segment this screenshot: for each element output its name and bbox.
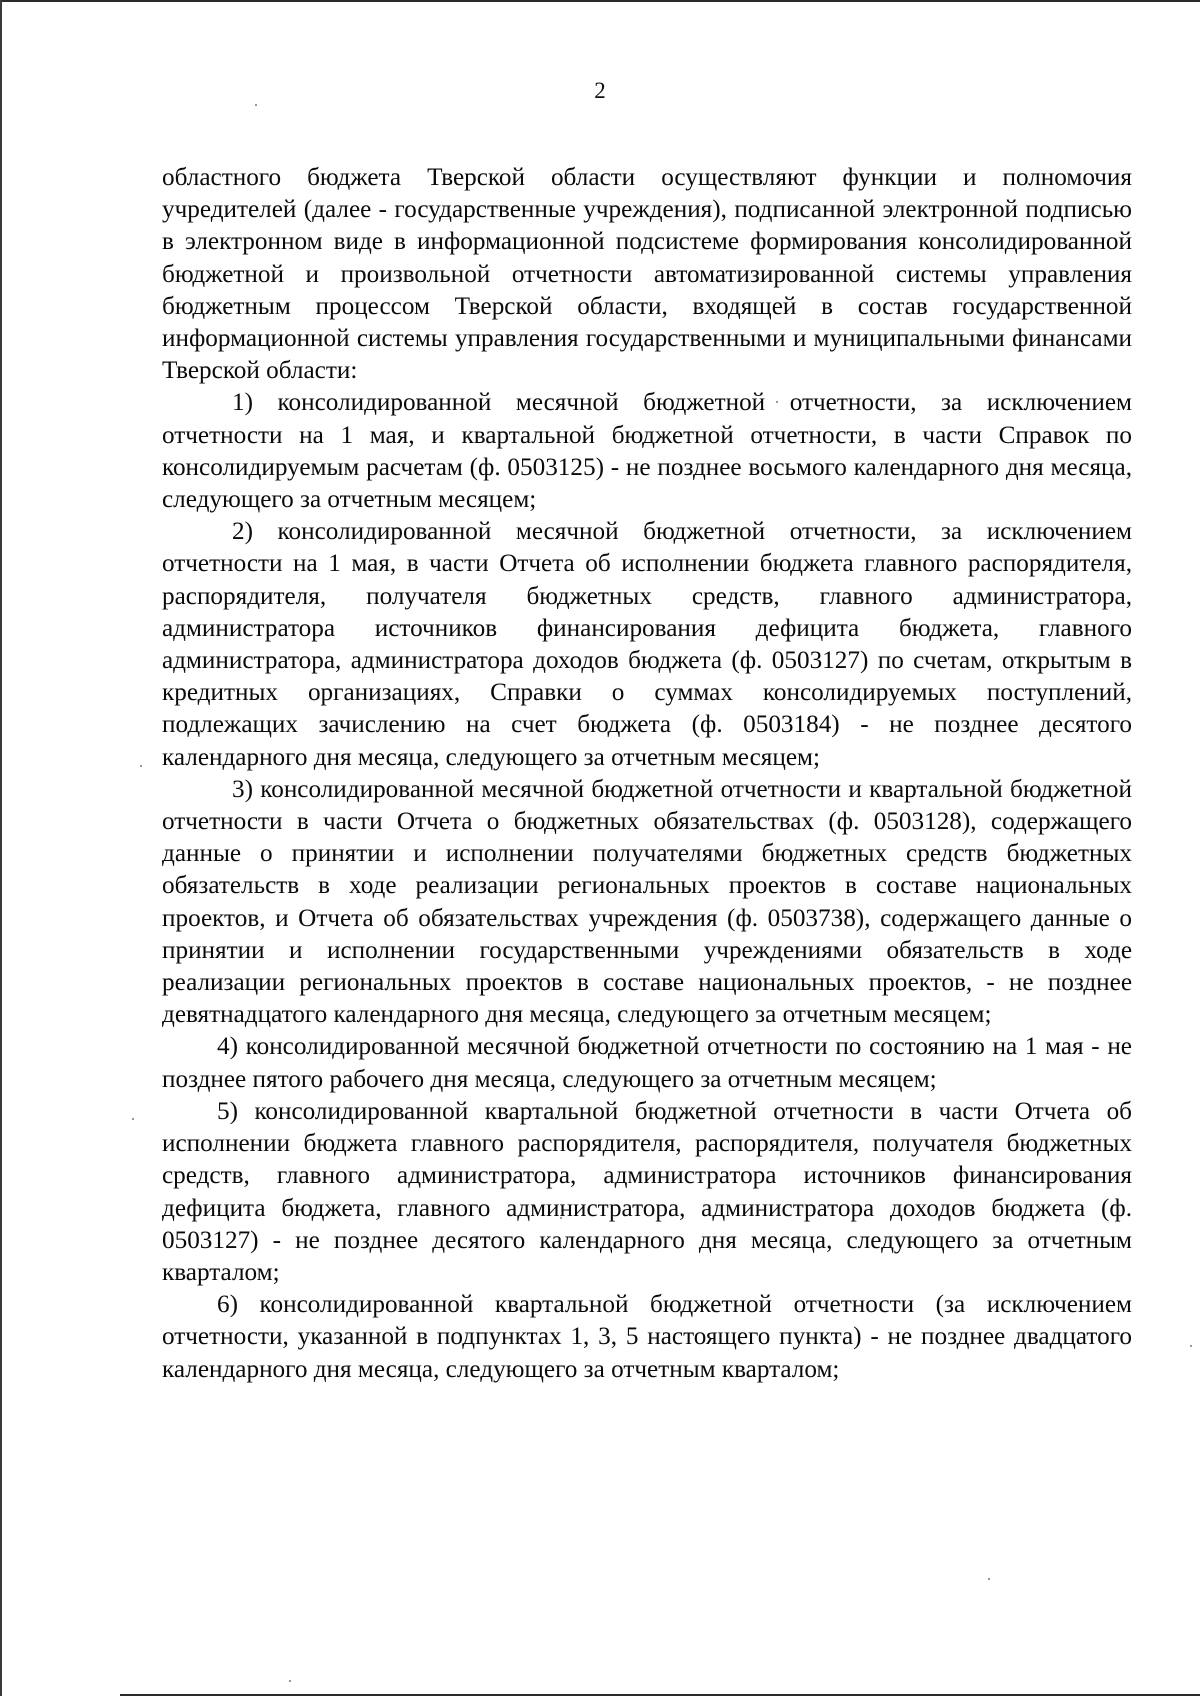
paragraph-intro: областного бюджета Тверской области осуществляют функции и полномочия учредителей (далее - государственные учреждения), подписанной электронной подписью в электронном виде в информационной подсистеме формирования консолидированной бюджетной и произвольной отчетности автоматизированной системы управления бюджетным процессом Тверской области, входящей в состав государственной информационной системы управления государственными и муниципальными финансами Тверской области: xyxy=(162,164,1132,385)
document-body xyxy=(162,162,1132,1386)
scan-speck xyxy=(132,1118,134,1120)
scan-speck xyxy=(140,765,142,767)
list-item-6: 6) консолидированной квартальной бюджетной отчетности (за исключением отчетности, указанной в подпунктах 1, 3, 5 настоящего пункта) - не позднее двадцатого календарного дня месяца, следующего за отчетным кварталом; xyxy=(162,1291,1132,1383)
scan-edge-left xyxy=(0,0,2,1696)
scan-edge-top xyxy=(0,0,1200,2)
list-item-3: 3) консолидированной месячной бюджетной отчетности и квартальной бюджетной отчетности в части Отчета о бюджетных обязательствах (ф. 0503128), содержащего данные о принятии и исполнении получателями бюджетных средств бюджетных обязательств в ходе реализации региональных проектов в составе национальных проектов, и Отчета об обязательствах учреждения (ф. 0503738), содержащего данные о принятии и исполнении государственными учреждениями обязательств в ходе реализации региональных проектов в составе национальных проектов, - не позднее девятнадцатого календарного дня месяца, следующего за отчетным месяцем; xyxy=(162,775,1132,1029)
list-item-5: 5) консолидированной квартальной бюджетной отчетности в части Отчета об исполнении бюджета главного распорядителя, распорядителя, получателя бюджетных средств, главного администратора, администратора источников финансирования дефицита бюджета, главного администратора, администратора доходов бюджета (ф. 0503127) - не позднее десятого календарного дня месяца, следующего за отчетным кварталом; xyxy=(162,1097,1132,1286)
scan-speck xyxy=(1190,1345,1192,1347)
page-number: 2 xyxy=(594,78,606,103)
list-item-1: 1) консолидированной месячной бюджетной отчетности, за исключением отчетности на 1 мая, и квартальной бюджетной отчетности, в части Справок по консолидируемым расчетам (ф. 0503125) - не позднее восьмого календарного дня месяца, следующего за отчетным месяцем; xyxy=(162,389,1132,514)
scan-speck xyxy=(289,1680,291,1682)
scan-speck xyxy=(255,104,257,106)
scan-speck xyxy=(988,1578,990,1580)
list-item-2: 2) консолидированной месячной бюджетной отчетности, за исключением отчетности на 1 мая, в части Отчета об исполнении бюджета главного распорядителя, распорядителя, получателя бюджетных средств, главного администратора, администратора источников финансирования дефицита бюджета, главного администратора, администратора доходов бюджета (ф. 0503127) по счетам, открытым в кредитных организациях, Справки о суммах консолидируемых поступлений, подлежащих зачислению на счет бюджета (ф. 0503184) - не позднее десятого календарного дня месяца, следующего за отчетным месяцем; xyxy=(162,518,1132,771)
list-item-4: 4) консолидированной месячной бюджетной отчетности по состоянию на 1 мая - не позднее пятого рабочего дня месяца, следующего за отчетным месяцем; xyxy=(162,1033,1132,1093)
